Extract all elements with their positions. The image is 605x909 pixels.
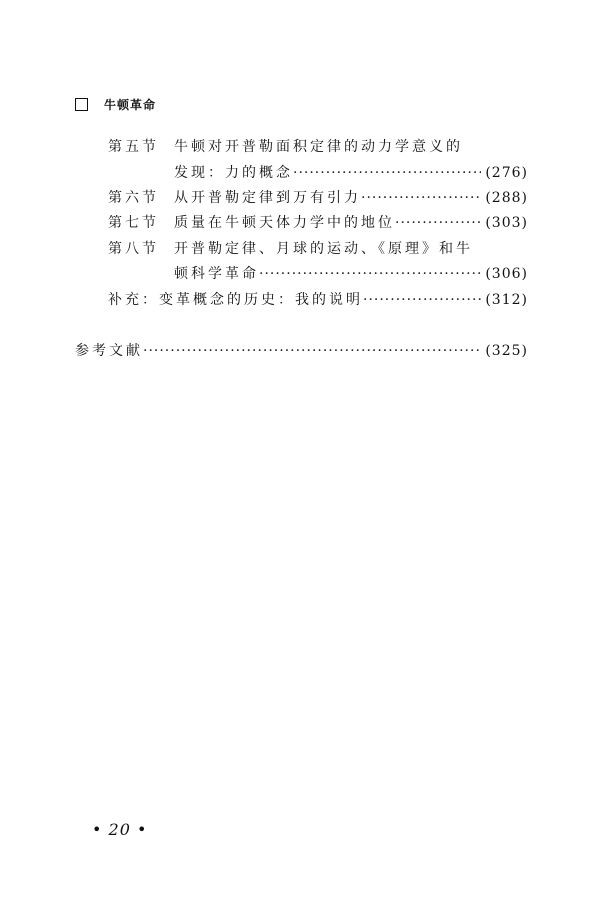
checkbox-square-icon <box>75 98 88 111</box>
leader-dots <box>143 341 481 361</box>
toc-entry-s8-line2[interactable] <box>174 264 528 284</box>
toc-label: 第六节 <box>108 190 159 206</box>
toc-page-number: (276) <box>485 165 528 181</box>
header-title: 牛顿革命 <box>104 98 157 112</box>
toc-label: 第五节 <box>108 139 159 155</box>
toc-title-continued: 发现：力的概念 <box>174 165 293 181</box>
toc-page-number: (306) <box>485 266 528 282</box>
leader-dots <box>363 290 481 310</box>
leader-dots <box>259 264 481 284</box>
toc-label: 第七节 <box>108 215 159 231</box>
toc-title: 质量在牛顿天体力学中的地位 <box>174 215 395 231</box>
toc-page-number: (288) <box>485 190 528 206</box>
toc-entry-references[interactable] <box>75 341 528 361</box>
leader-dots <box>395 213 481 233</box>
toc-entry-s5-line2[interactable] <box>174 163 528 183</box>
toc-page-number: (312) <box>485 292 528 308</box>
toc-title: 参考文献 <box>75 343 143 359</box>
toc-entry-supplement[interactable] <box>108 290 528 310</box>
toc-title: 补充：变革概念的历史：我的说明 <box>108 292 363 308</box>
toc-entry-s8-line1 <box>108 239 528 259</box>
toc-title: 开普勒定律、月球的运动、《原理》和牛 <box>174 241 473 257</box>
page-number-footer: • 20 • <box>92 820 148 839</box>
toc-page-number: (303) <box>485 215 528 231</box>
toc-title: 牛顿对开普勒面积定律的动力学意义的 <box>174 139 463 155</box>
toc-entry-s6[interactable] <box>108 188 528 208</box>
toc-title-continued: 顿科学革命 <box>174 266 259 282</box>
toc-entry-s7[interactable] <box>108 213 528 233</box>
leader-dots <box>293 163 481 183</box>
toc-title: 从开普勒定律到万有引力 <box>174 190 361 206</box>
toc-entry-s5-line1 <box>108 137 528 157</box>
toc-label: 第八节 <box>108 241 159 257</box>
toc-page-number: (325) <box>485 343 528 359</box>
section-header <box>75 96 156 113</box>
leader-dots <box>361 188 481 208</box>
